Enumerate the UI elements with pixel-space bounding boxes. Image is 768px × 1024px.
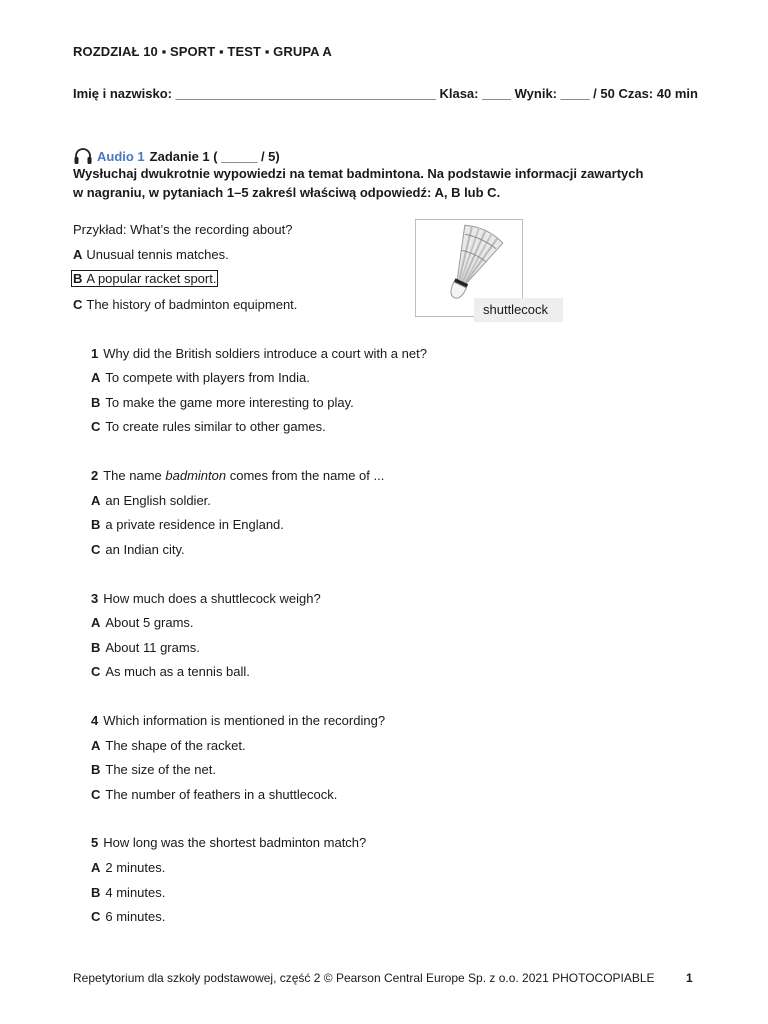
question-number: 3 [91,591,99,606]
question-text: Why did the British soldiers introduce a court with a net? [103,346,427,361]
option-letter: B [91,395,101,410]
option-text: Unusual tennis matches. [86,247,229,262]
option-letter: A [91,738,101,753]
option-letter: C [91,542,101,557]
example-option-a [73,247,229,262]
question-text-after: comes from the name of ... [226,468,385,483]
question-3 [91,591,321,606]
task-instruction-line-2: w nagraniu, w pytaniach 1–5 zakreśl właściwą odpowiedź: A, B lub C. [73,185,501,200]
option-text: A popular racket sport. [86,271,217,286]
question-4-option-a[interactable] [91,738,246,753]
example-question: Przykład: What’s the recording about? [73,222,293,237]
option-letter: B [91,640,101,655]
question-text-italic: badminton [165,468,227,483]
option-letter: B [91,517,101,532]
option-text: a private residence in England. [105,517,284,532]
option-text: The size of the net. [105,762,216,777]
option-text: About 5 grams. [105,615,194,630]
question-2-option-c[interactable] [91,542,185,557]
option-text: As much as a tennis ball. [105,664,250,679]
question-number: 2 [91,468,99,483]
question-1-option-a[interactable] [91,370,310,385]
option-letter: B [91,762,101,777]
audio-link[interactable]: Audio 1 [97,148,145,164]
option-text: About 11 grams. [105,640,200,655]
option-letter: B [73,271,83,286]
option-letter: C [91,787,101,802]
question-1 [91,346,427,361]
option-text: To create rules similar to other games. [105,419,326,434]
option-text: 4 minutes. [105,885,166,900]
task-title: Zadanie 1 ( _____ / 5) [149,148,280,164]
question-text: How much does a shuttlecock weigh? [103,591,321,606]
headphones-icon [73,147,93,165]
option-letter: A [91,493,101,508]
question-number: 4 [91,713,99,728]
task-title-row [73,147,280,165]
question-number: 5 [91,835,99,850]
option-letter: C [91,909,101,924]
question-3-option-c[interactable] [91,664,250,679]
question-5-option-b[interactable] [91,885,165,900]
option-letter: A [91,370,101,385]
circled-answer [71,270,218,287]
option-text: To make the game more interesting to play. [105,395,354,410]
question-5 [91,835,366,850]
option-letter: B [91,885,101,900]
question-3-option-b[interactable] [91,640,200,655]
option-letter: C [91,664,101,679]
option-letter: A [91,860,101,875]
option-text: an English soldier. [105,493,211,508]
question-2-option-b[interactable] [91,517,284,532]
question-2-option-a[interactable] [91,493,211,508]
question-2 [91,468,384,483]
option-letter: A [73,247,83,262]
question-text: How long was the shortest badminton match? [103,835,367,850]
option-text: The history of badminton equipment. [86,297,298,312]
question-4-option-c[interactable] [91,787,337,802]
question-text-before: The name [103,468,166,483]
student-info-line: Imię i nazwisko: ____________________________________ Klasa: ____ Wynik: ____ / 50 Czas: 40 min [73,86,698,101]
option-letter: A [91,615,101,630]
task-instruction-line-1: Wysłuchaj dwukrotnie wypowiedzi na temat badmintona. Na podstawie informacji zawartych [73,166,644,181]
option-text: The shape of the racket. [105,738,246,753]
option-letter: C [91,419,101,434]
question-3-option-a[interactable] [91,615,194,630]
question-number: 1 [91,346,99,361]
image-caption: shuttlecock [474,298,563,322]
option-text: an Indian city. [105,542,185,557]
option-text: 2 minutes. [105,860,166,875]
question-4 [91,713,385,728]
option-letter: C [73,297,83,312]
option-text: The number of feathers in a shuttlecock. [105,787,338,802]
example-option-c [73,297,297,312]
question-text: Which information is mentioned in the recording? [103,713,386,728]
question-1-option-c[interactable] [91,419,326,434]
example-option-b [73,271,218,286]
question-5-option-c[interactable] [91,909,165,924]
question-1-option-b[interactable] [91,395,354,410]
page-footer: Repetytorium dla szkoły podstawowej, część 2 © Pearson Central Europe Sp. z o.o. 2021 PHOTOCOPIABLE [73,971,655,985]
question-4-option-b[interactable] [91,762,216,777]
page-header: ROZDZIAŁ 10 ▪ SPORT ▪ TEST ▪ GRUPA A [73,44,332,59]
question-5-option-a[interactable] [91,860,165,875]
page-number: 1 [686,971,693,985]
option-text: 6 minutes. [105,909,166,924]
option-text: To compete with players from India. [105,370,310,385]
